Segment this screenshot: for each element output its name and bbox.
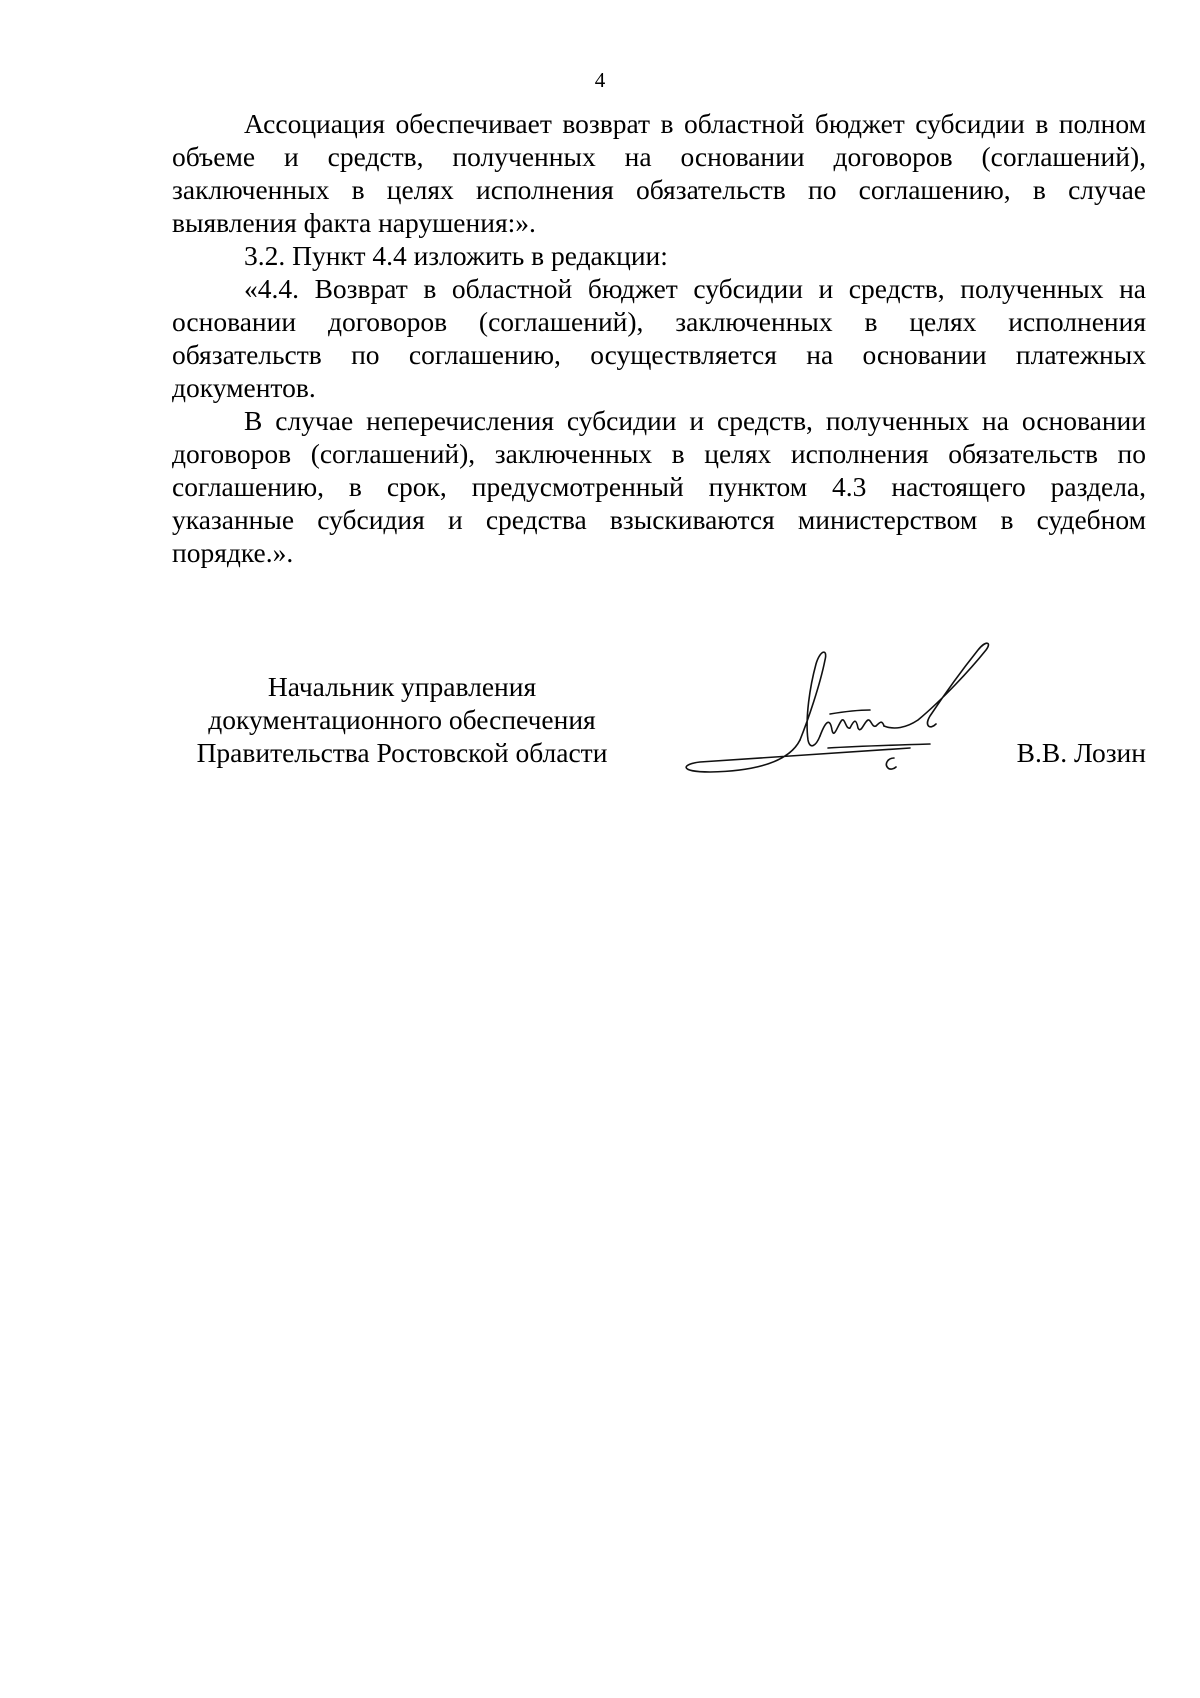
paragraph-amendment-3-2: 3.2. Пункт 4.4 изложить в редакции: — [244, 240, 668, 271]
page-number: 4 — [594, 68, 606, 92]
signer-title-line: Правительства Ростовской области — [196, 737, 608, 768]
paragraph-clause-4-4: «4.4. Возврат в областной бюджет субсидии и средств, полученных на основании договоров (соглашений), заключенных в целях исполнения обязательств по соглашению, осуществляется на основании платежных документов. — [172, 273, 1146, 403]
paragraph-non-transfer: В случае неперечисления субсидии и средств, полученных на основании договоров (соглашений), заключенных в целях исполнения обязательств по соглашению, в срок, предусмотренный пунктом 4.3 настоящего раздела, указанные субсидия и средства взыскиваются министерством в судебном порядке.». — [172, 405, 1146, 568]
signer-name: В.В. Лозин — [1016, 737, 1146, 768]
document-body — [172, 107, 1146, 569]
signature-icon — [680, 640, 1020, 790]
signer-title — [172, 670, 632, 769]
paragraph-association-return: Ассоциация обеспечивает возврат в областной бюджет субсидии в полном объеме и средств, полученных на основании договоров (соглашений), заключенных в целях исполнения обязательств по соглашению, в случае выявления факта нарушения:». — [172, 108, 1146, 238]
signer-title-line: Начальник управления — [267, 671, 537, 702]
signer-title-line: документационного обеспечения — [208, 704, 596, 735]
